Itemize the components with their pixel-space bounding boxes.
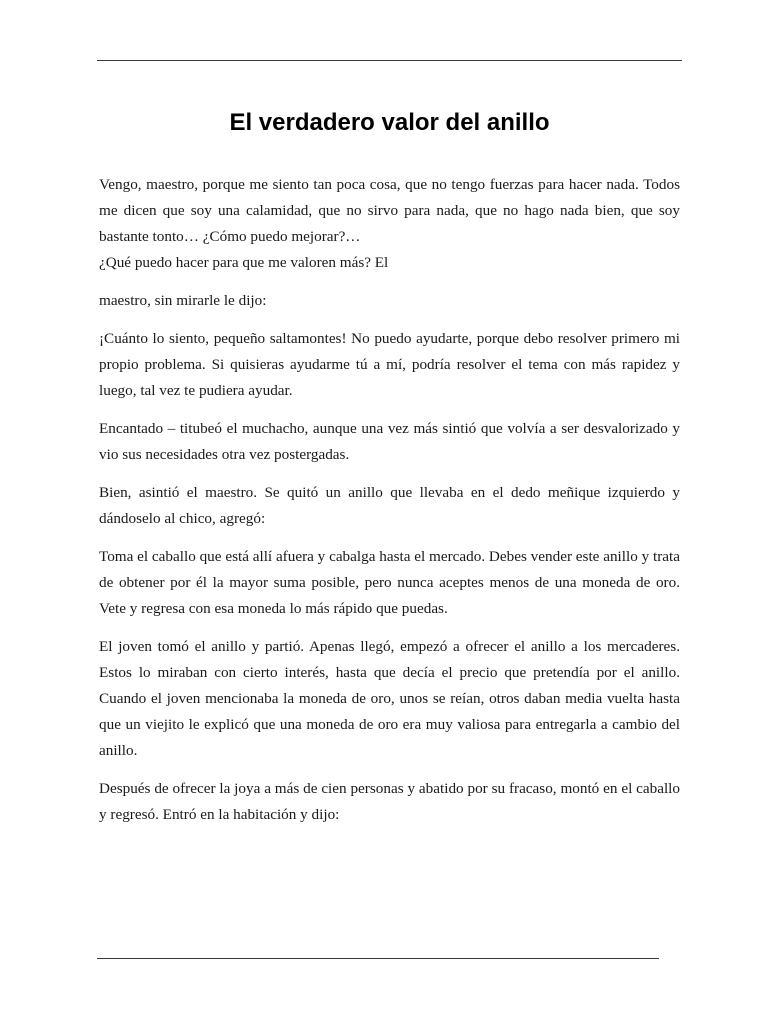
paragraph-4: ¡Cuánto lo siento, pequeño saltamontes! No puedo ayudarte, porque debo resolver primero mi propio problema. Si quisieras ayudarme tú a mí, podría resolver el tema con más rapidez y luego, tal vez te pudiera ayudar. <box>99 330 680 399</box>
paragraph-3: maestro, sin mirarle le dijo: <box>99 292 267 309</box>
footer-rule <box>97 958 659 959</box>
paragraph-2: ¿Qué puedo hacer para que me valoren más? El <box>99 254 389 271</box>
header-rule <box>97 60 682 61</box>
paragraph-1: Vengo, maestro, porque me siento tan poca cosa, que no tengo fuerzas para hacer nada. Todos me dicen que soy una calamidad, que no sirvo para nada, que no hago nada bien, que soy bastante tonto… ¿Cómo puedo mejorar?… <box>99 176 680 245</box>
paragraph-9: Después de ofrecer la joya a más de cien personas y abatido por su fracaso, montó en el caballo y regresó. Entró en la habitación y dijo: <box>99 780 680 823</box>
paragraph-7: Toma el caballo que está allí afuera y cabalga hasta el mercado. Debes vender este anillo y trata de obtener por él la mayor suma posible, pero nunca aceptes menos de una moneda de oro. Vete y regresa con esa moneda lo más rápido que puedas. <box>99 548 680 617</box>
document-title: El verdadero valor del anillo <box>229 109 550 136</box>
paragraph-5: Encantado – titubeó el muchacho, aunque una vez más sintió que volvía a ser desvalorizado y vio sus necesidades otra vez postergadas. <box>99 420 680 463</box>
document-body <box>99 172 680 840</box>
paragraph-6: Bien, asintió el maestro. Se quitó un anillo que llevaba en el dedo meñique izquierdo y dándoselo al chico, agregó: <box>99 484 680 527</box>
paragraph-8: El joven tomó el anillo y partió. Apenas llegó, empezó a ofrecer el anillo a los mercaderes. Estos lo miraban con cierto interés, hasta que decía el precio que pretendía por el anillo. Cuando el joven mencionaba la moneda de oro, unos se reían, otros daban media vuelta hasta que un viejito le explicó que una moneda de oro era muy valiosa para entregarla a cambio del anillo. <box>99 638 680 759</box>
